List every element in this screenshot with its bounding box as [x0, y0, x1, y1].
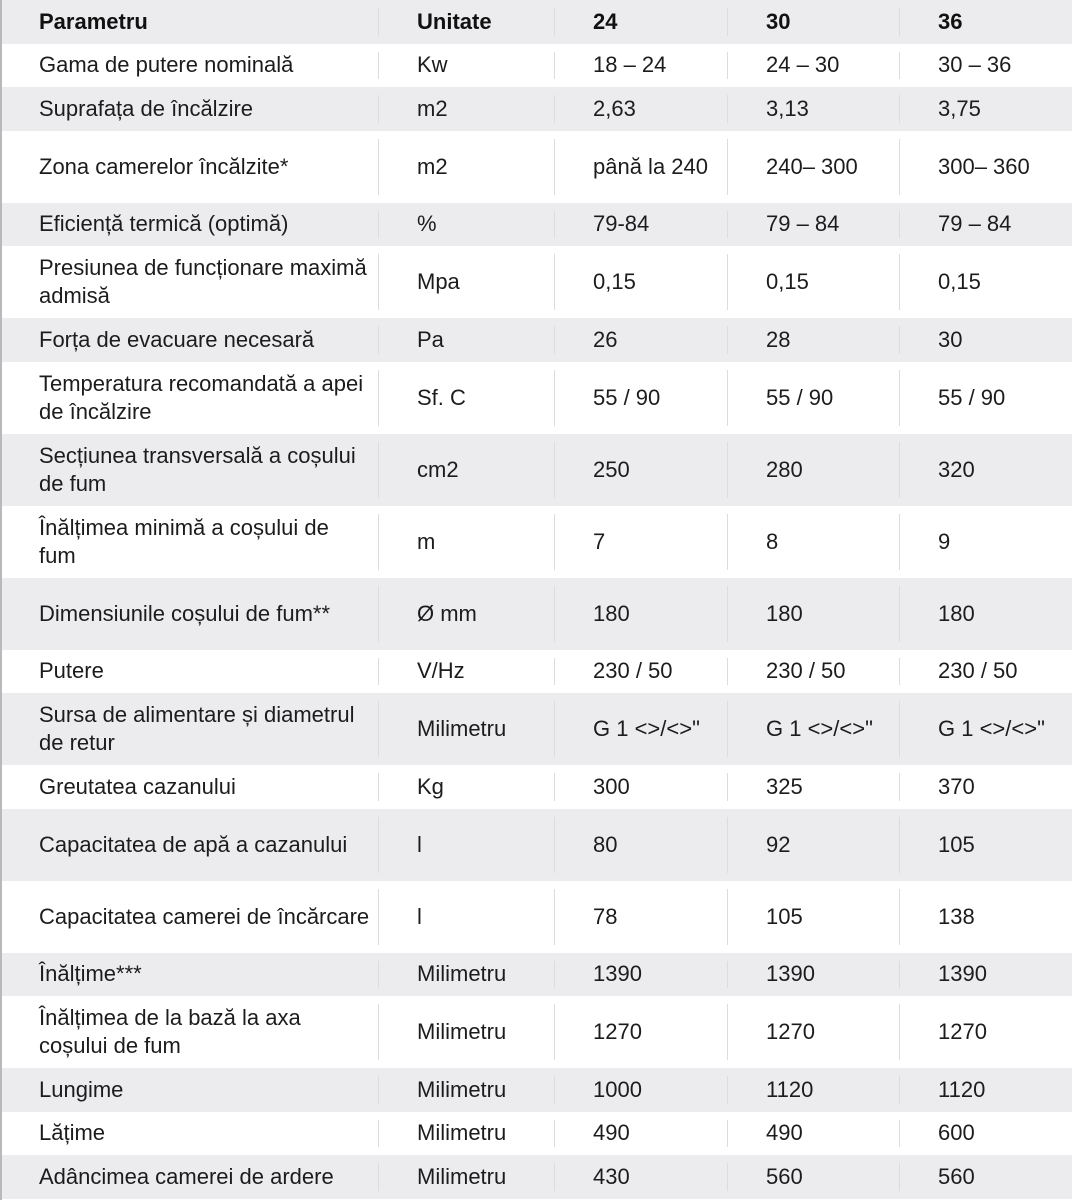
value-30-cell-text: 24 – 30 [766, 52, 840, 78]
unit-cell-text: cm2 [417, 456, 459, 482]
value-36-cell-text: 30 – 36 [938, 52, 1012, 78]
value-36-cell [899, 1112, 1072, 1156]
value-36-cell-text: G 1 <>/<>" [938, 716, 1045, 741]
value-24-cell [554, 434, 727, 506]
value-30-cell-text: 0,15 [766, 269, 809, 294]
value-30-cell-text: 280 [766, 456, 803, 482]
value-36-cell [899, 765, 1072, 809]
table-row [0, 765, 1072, 809]
unit-cell-text: l [417, 831, 422, 857]
unit-cell-text: Ø mm [417, 600, 477, 626]
table-row [0, 362, 1072, 434]
table-row [0, 1112, 1072, 1156]
unit-cell [378, 953, 554, 997]
unit-cell-text: m2 [417, 95, 448, 121]
unit-cell-text: m [417, 528, 436, 554]
param-cell [0, 578, 378, 650]
value-36-cell-text: 55 / 90 [938, 384, 1006, 410]
value-36-cell-text: 560 [938, 1163, 975, 1189]
unit-cell [378, 578, 554, 650]
value-36-cell [899, 246, 1072, 318]
value-30-cell [727, 953, 899, 997]
unit-cell [378, 650, 554, 694]
param-cell [0, 318, 378, 362]
unit-cell [378, 318, 554, 362]
param-cell-text: Gama de putere nominală [39, 52, 294, 78]
unit-cell-text: Milimetru [417, 1163, 507, 1189]
value-24-cell-text: 490 [593, 1120, 630, 1146]
value-24-cell-text: 250 [593, 456, 630, 482]
param-cell-text: Sursa de alimentare și diametrul de retur [39, 702, 355, 755]
header-model-30: 30 [727, 0, 899, 44]
value-24-cell-text: 430 [593, 1163, 630, 1189]
unit-cell [378, 881, 554, 953]
value-24-cell-text: până la 240 [593, 153, 708, 179]
value-24-cell [554, 87, 727, 131]
value-36-cell-text: 79 – 84 [938, 211, 1012, 237]
table-header-row [0, 0, 1072, 44]
param-cell [0, 881, 378, 953]
value-36-cell [899, 881, 1072, 953]
param-cell-text: Capacitatea camerei de încărcare [39, 903, 370, 929]
table-row [0, 881, 1072, 953]
table-row [0, 1155, 1072, 1199]
value-24-cell [554, 1112, 727, 1156]
value-36-cell-text: 600 [938, 1120, 975, 1146]
value-36-cell [899, 362, 1072, 434]
header-model-24: 24 [554, 0, 727, 44]
param-cell [0, 203, 378, 247]
param-cell [0, 693, 378, 765]
param-cell-text: Putere [39, 658, 104, 684]
param-cell-text: Înălțimea minimă a coșului de fum [39, 514, 329, 568]
unit-cell [378, 203, 554, 247]
header-model-36: 36 [899, 0, 1072, 44]
value-36-cell [899, 1155, 1072, 1199]
value-30-cell-text: 28 [766, 326, 791, 352]
value-24-cell [554, 578, 727, 650]
value-24-cell [554, 765, 727, 809]
value-36-cell [899, 809, 1072, 881]
value-24-cell-text: 230 / 50 [593, 658, 673, 684]
value-24-cell-text: 2,63 [593, 95, 636, 121]
param-cell-text: Temperatura recomandată a apei de încălzire [39, 370, 364, 424]
value-24-cell-text: 18 – 24 [593, 52, 667, 78]
table-row [0, 246, 1072, 318]
value-24-cell-text: 80 [593, 831, 618, 857]
value-24-cell-text: 55 / 90 [593, 384, 661, 410]
value-36-cell-text: 138 [938, 903, 975, 929]
value-24-cell-text: 1270 [593, 1019, 642, 1044]
table-row [0, 87, 1072, 131]
value-30-cell [727, 881, 899, 953]
table-row [0, 506, 1072, 578]
unit-cell [378, 1068, 554, 1112]
value-30-cell-text: 55 / 90 [766, 384, 834, 410]
value-30-cell-text: 325 [766, 773, 803, 799]
value-24-cell-text: 180 [593, 600, 630, 626]
value-24-cell [554, 246, 727, 318]
value-36-cell-text: 370 [938, 773, 975, 799]
unit-cell-text: Milimetru [417, 1120, 507, 1146]
value-36-cell-text: 9 [938, 528, 951, 554]
param-cell-text: Suprafața de încălzire [39, 95, 254, 121]
param-cell [0, 44, 378, 88]
value-36-cell [899, 953, 1072, 997]
param-cell-text: Înălțime*** [39, 961, 142, 987]
value-24-cell-text: 1390 [593, 961, 642, 987]
value-24-cell [554, 318, 727, 362]
table-row [0, 809, 1072, 881]
value-36-cell-text: 30 [938, 326, 963, 352]
value-24-cell [554, 650, 727, 694]
value-30-cell [727, 246, 899, 318]
param-cell-text: Adâncimea camerei de ardere [39, 1163, 334, 1189]
unit-cell-text: Milimetru [417, 961, 507, 987]
value-24-cell [554, 996, 727, 1068]
table-row [0, 318, 1072, 362]
value-30-cell-text: 1390 [766, 961, 815, 987]
value-30-cell-text: 3,13 [766, 95, 809, 121]
value-30-cell-text: 92 [766, 831, 791, 857]
value-30-cell-text: 490 [766, 1120, 803, 1146]
value-30-cell [727, 765, 899, 809]
value-36-cell-text: 105 [938, 831, 975, 857]
unit-cell-text: Pa [417, 326, 444, 352]
param-cell [0, 996, 378, 1068]
unit-cell [378, 809, 554, 881]
unit-cell [378, 1155, 554, 1199]
value-24-cell-text: 78 [593, 903, 618, 929]
value-30-cell [727, 1155, 899, 1199]
value-30-cell-text: 79 – 84 [766, 211, 840, 237]
value-30-cell [727, 809, 899, 881]
value-30-cell [727, 131, 899, 203]
unit-cell [378, 996, 554, 1068]
param-cell [0, 131, 378, 203]
value-30-cell-text: 180 [766, 600, 803, 626]
unit-cell [378, 131, 554, 203]
value-36-cell [899, 1068, 1072, 1112]
value-36-cell-text: 1270 [938, 1019, 987, 1044]
unit-cell-text: Mpa [417, 269, 460, 294]
value-24-cell [554, 506, 727, 578]
param-cell-text: Dimensiunile coșului de fum** [39, 600, 331, 626]
value-36-cell [899, 87, 1072, 131]
unit-cell-text: V/Hz [417, 658, 465, 684]
table-row [0, 1068, 1072, 1112]
value-36-cell-text: 300– 360 [938, 153, 1030, 179]
value-30-cell [727, 203, 899, 247]
param-cell [0, 506, 378, 578]
value-36-cell-text: 0,15 [938, 269, 981, 294]
value-24-cell [554, 203, 727, 247]
value-30-cell [727, 44, 899, 88]
value-24-cell-text: 0,15 [593, 269, 636, 294]
value-24-cell-text: G 1 <>/<>" [593, 716, 700, 741]
unit-cell [378, 506, 554, 578]
value-36-cell [899, 318, 1072, 362]
param-cell-text: Forța de evacuare necesară [39, 326, 315, 352]
value-30-cell [727, 650, 899, 694]
value-30-cell-text: 105 [766, 903, 803, 929]
value-36-cell [899, 650, 1072, 694]
value-30-cell-text: 230 / 50 [766, 658, 846, 684]
param-cell-text: Zona camerelor încălzite* [39, 153, 289, 179]
value-36-cell [899, 131, 1072, 203]
value-30-cell [727, 87, 899, 131]
unit-cell [378, 87, 554, 131]
unit-cell-text: % [417, 211, 437, 237]
unit-cell [378, 362, 554, 434]
value-30-cell [727, 506, 899, 578]
param-cell [0, 953, 378, 997]
value-30-cell [727, 1068, 899, 1112]
unit-cell-text: l [417, 903, 422, 929]
unit-cell-text: m2 [417, 153, 448, 179]
param-cell [0, 809, 378, 881]
unit-cell-text: Milimetru [417, 716, 507, 741]
value-30-cell [727, 318, 899, 362]
param-cell-text: Greutatea cazanului [39, 773, 236, 799]
unit-cell-text: Kw [417, 52, 448, 78]
value-36-cell-text: 1390 [938, 961, 987, 987]
table-row [0, 650, 1072, 694]
table-row [0, 578, 1072, 650]
value-30-cell [727, 362, 899, 434]
table-row [0, 131, 1072, 203]
param-cell [0, 1155, 378, 1199]
value-30-cell-text: G 1 <>/<>" [766, 716, 873, 741]
unit-cell [378, 246, 554, 318]
value-36-cell [899, 506, 1072, 578]
unit-cell-text: Kg [417, 773, 444, 799]
unit-cell [378, 44, 554, 88]
value-24-cell-text: 26 [593, 326, 618, 352]
table-row [0, 693, 1072, 765]
value-24-cell [554, 44, 727, 88]
param-cell-text: Lățime [39, 1120, 106, 1146]
table-row [0, 44, 1072, 88]
param-cell-text: Presiunea de funcționare maximă admisă [39, 255, 367, 308]
value-24-cell-text: 7 [593, 528, 606, 554]
unit-cell [378, 434, 554, 506]
value-36-cell [899, 996, 1072, 1068]
value-24-cell [554, 809, 727, 881]
value-36-cell-text: 180 [938, 600, 975, 626]
value-30-cell-text: 1270 [766, 1019, 815, 1044]
value-30-cell [727, 1112, 899, 1156]
unit-cell [378, 1112, 554, 1156]
value-30-cell-text: 560 [766, 1163, 803, 1189]
value-30-cell [727, 996, 899, 1068]
param-cell [0, 650, 378, 694]
value-30-cell-text: 1120 [766, 1076, 814, 1102]
param-cell-text: Secțiunea transversală a coșului de fum [39, 442, 356, 496]
value-30-cell [727, 434, 899, 506]
value-36-cell-text: 3,75 [938, 95, 981, 121]
param-cell-text: Înălțimea de la bază la axa coșului de fum [39, 1005, 301, 1058]
value-36-cell [899, 693, 1072, 765]
unit-cell [378, 765, 554, 809]
value-24-cell-text: 1000 [593, 1076, 642, 1102]
table-row [0, 434, 1072, 506]
header-unitate: Unitate [378, 0, 554, 44]
value-24-cell [554, 1155, 727, 1199]
param-cell-text: Lungime [39, 1076, 124, 1102]
unit-cell-text: Milimetru [417, 1076, 507, 1102]
table-row [0, 996, 1072, 1068]
value-36-cell [899, 203, 1072, 247]
param-cell [0, 434, 378, 506]
param-cell [0, 87, 378, 131]
value-24-cell [554, 693, 727, 765]
value-24-cell [554, 1068, 727, 1112]
unit-cell-text: Milimetru [417, 1019, 507, 1044]
value-30-cell [727, 693, 899, 765]
value-36-cell-text: 320 [938, 456, 975, 482]
param-cell [0, 1068, 378, 1112]
value-24-cell [554, 953, 727, 997]
unit-cell [378, 693, 554, 765]
value-36-cell-text: 1120 [938, 1076, 986, 1102]
value-36-cell-text: 230 / 50 [938, 658, 1018, 684]
header-parametru: Parametru [39, 8, 148, 34]
value-24-cell [554, 881, 727, 953]
table-row [0, 203, 1072, 247]
unit-cell-text: Sf. C [417, 384, 466, 410]
value-36-cell [899, 578, 1072, 650]
value-36-cell [899, 434, 1072, 506]
value-30-cell [727, 578, 899, 650]
param-cell-text: Capacitatea de apă a cazanului [39, 831, 348, 857]
value-30-cell-text: 240– 300 [766, 153, 858, 179]
value-36-cell [899, 44, 1072, 88]
param-cell [0, 765, 378, 809]
left-edge-border [0, 0, 2, 1200]
table-row [0, 953, 1072, 997]
value-24-cell-text: 79-84 [593, 211, 650, 237]
param-cell [0, 246, 378, 318]
value-24-cell-text: 300 [593, 773, 630, 799]
param-cell [0, 362, 378, 434]
value-24-cell [554, 362, 727, 434]
value-30-cell-text: 8 [766, 528, 779, 554]
value-24-cell [554, 131, 727, 203]
param-cell [0, 1112, 378, 1156]
param-cell-text: Eficiență termică (optimă) [39, 211, 289, 237]
